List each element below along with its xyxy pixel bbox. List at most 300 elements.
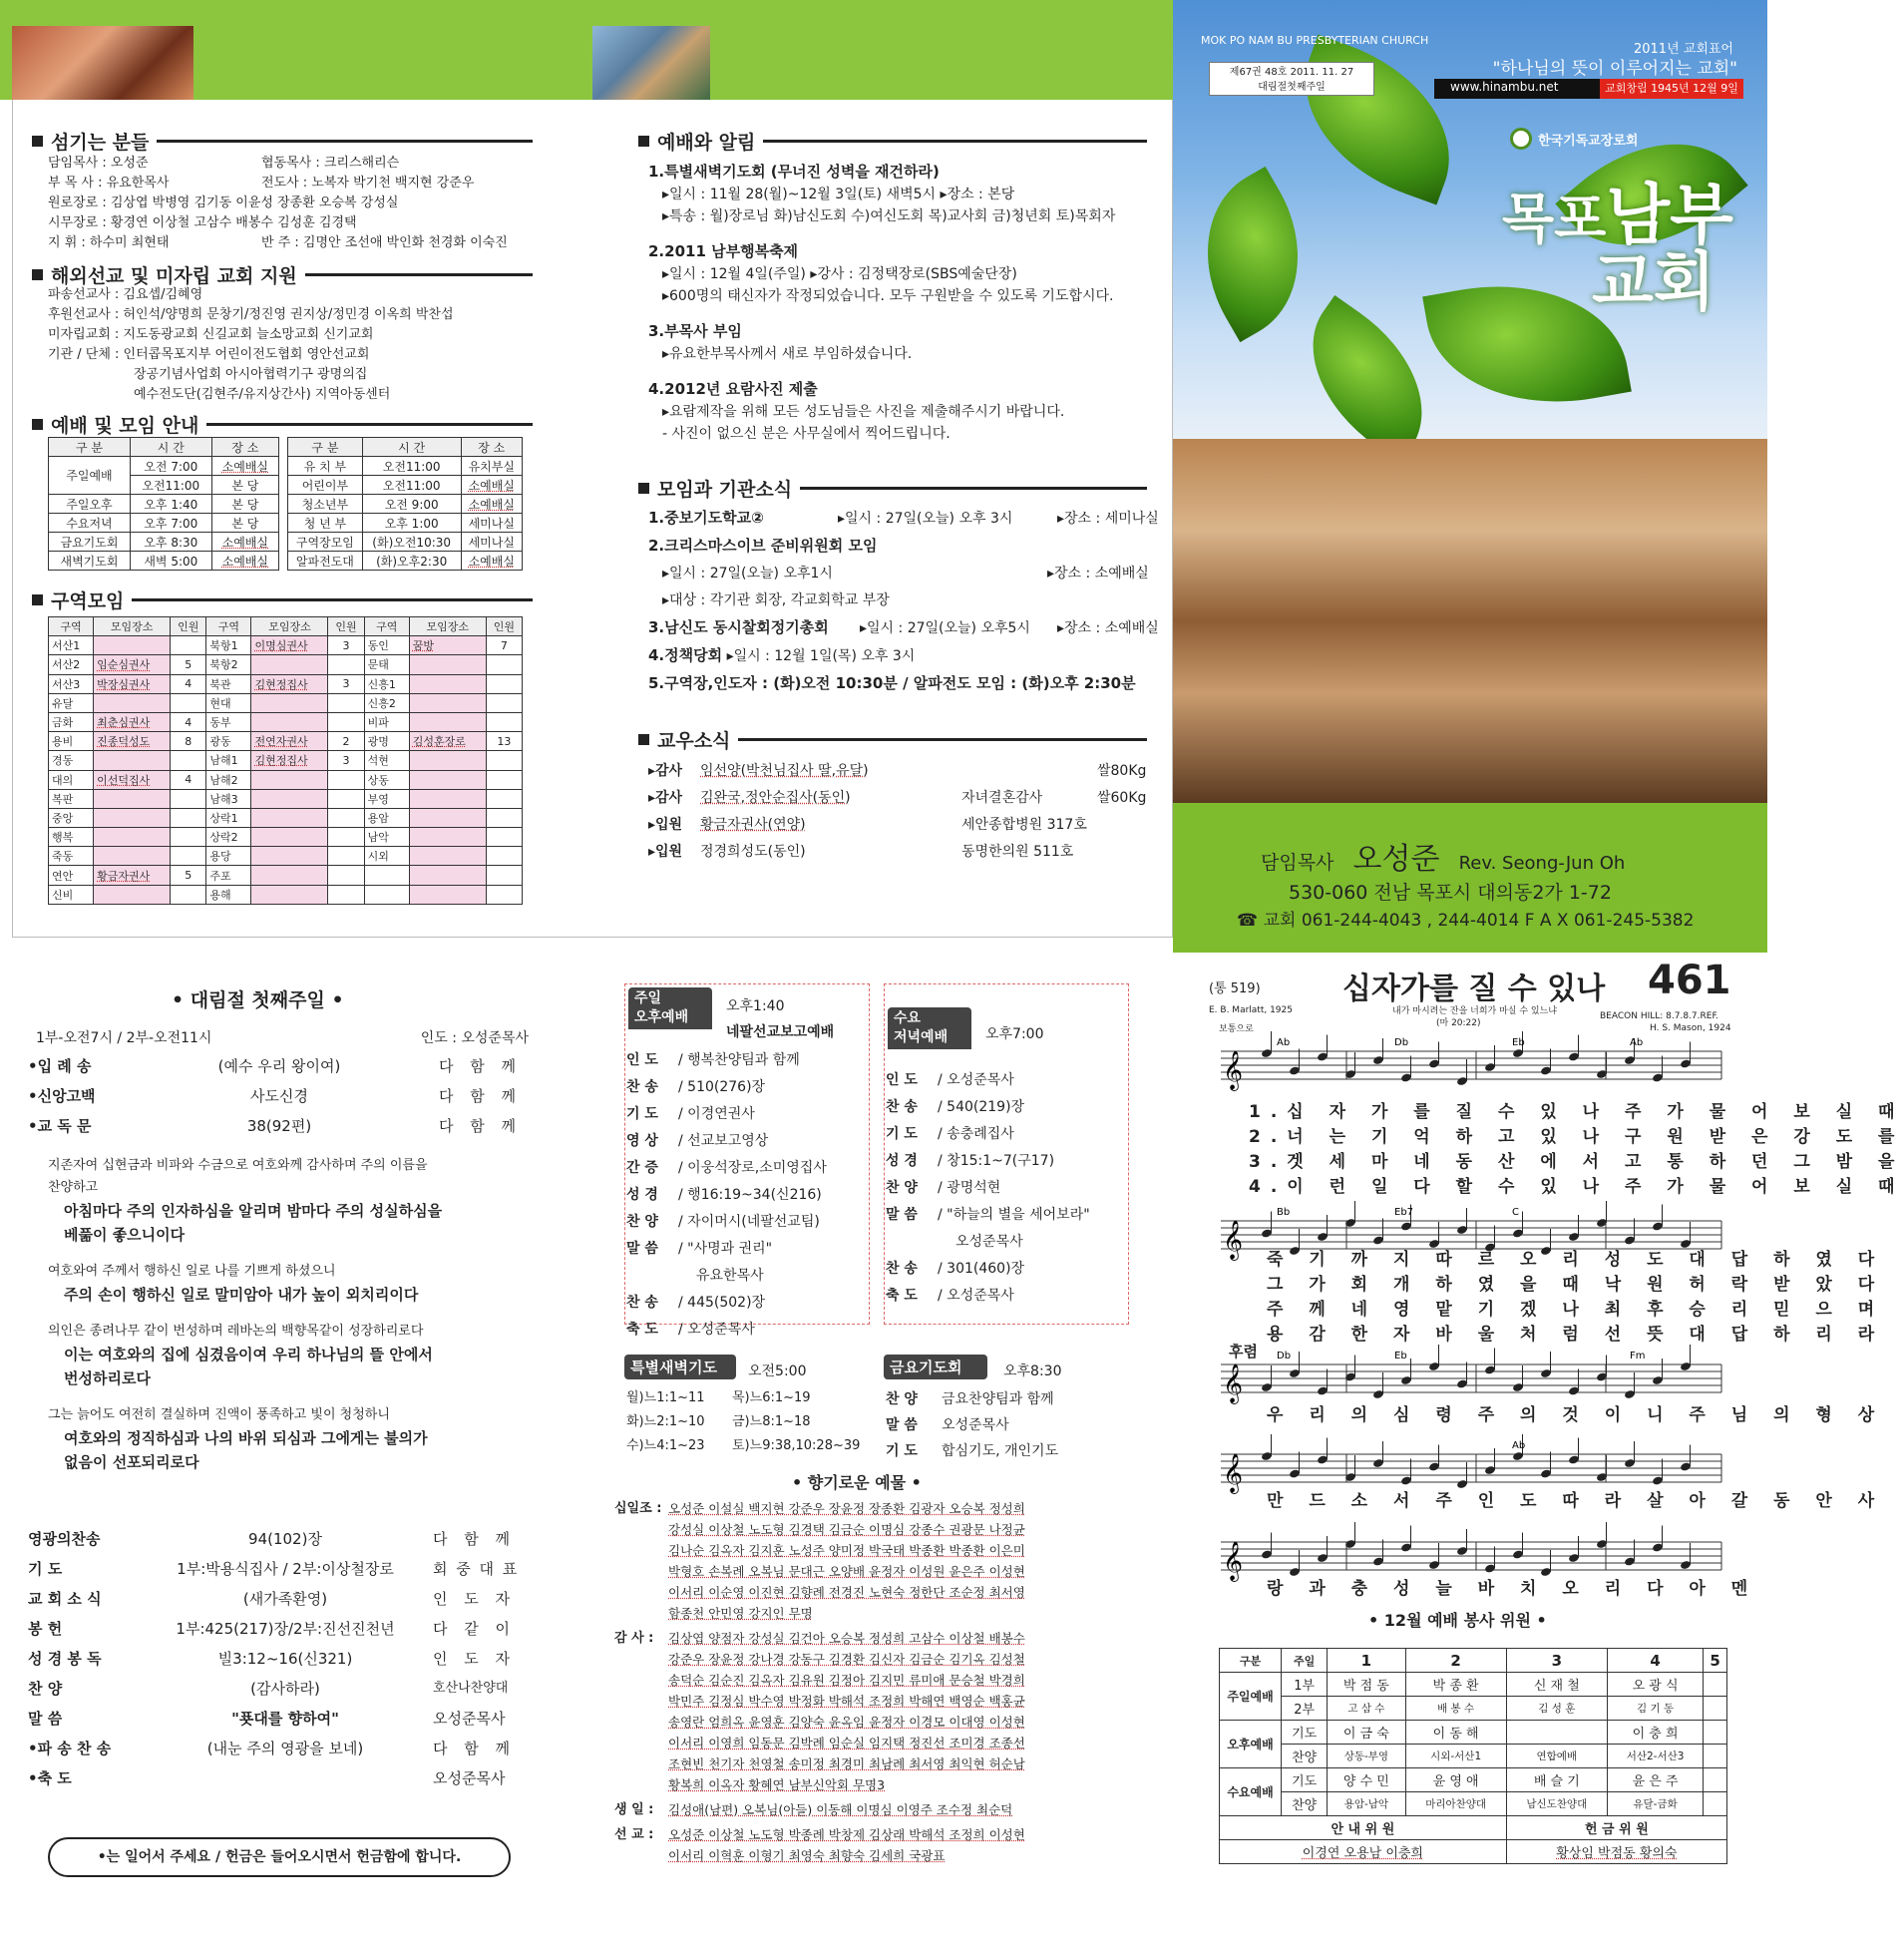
- order-label: 찬 송: [886, 1099, 918, 1115]
- district-cell: 김현정집사: [251, 674, 328, 693]
- district-cell: 남악: [364, 828, 409, 847]
- list-item: [626, 1182, 866, 1209]
- committee-names-row: [1220, 1840, 1727, 1864]
- district-cell: 행복: [49, 828, 94, 847]
- wed-pm-label: 수요 저녁예배: [888, 1007, 971, 1049]
- district-cell: 문태: [364, 655, 409, 674]
- district-cell: [409, 828, 486, 847]
- district-cell: [94, 693, 171, 712]
- service-cell: [1506, 1721, 1607, 1745]
- order-label: 찬 송: [886, 1261, 918, 1277]
- founded-badge: 교회창립 1945년 12월 9일: [1600, 79, 1743, 99]
- district-cell: 석현: [364, 751, 409, 770]
- district-cell: [409, 789, 486, 808]
- service-cell: 이 충 희: [1607, 1721, 1703, 1745]
- district-cell: [328, 866, 364, 885]
- service-cell: 상동-부영: [1328, 1745, 1405, 1768]
- district-cell: [94, 636, 171, 655]
- table-row: [49, 847, 523, 866]
- hymn-refrain-label: 후렴: [1229, 1343, 1258, 1360]
- districts-table: 구역 모임장소 인원 구역 모임장소 인원 구역 모임장소 인원 서산1 북항1 이명심권사 3 동인 꿈방 7 서산2 임순심권사 5 북항2 문태 서산3 박장심권사 4 북관 김현정집사 3 신흥1 유달 현대 신흥2 금화 최춘심권사 4 동부 비파 용비 진종덕성도 8 광동 전연자권사 2 광명 김성훈장로 13 경동 남해1 김현정집사 3 석현 대의 이선덕집사 4 남해2 상동 복판 남해3 부영 중앙 상락1 용암 행복 상락2 남악 죽동 용당 시외 연안 황금자권사 5 주포 신비 용해: [48, 616, 523, 905]
- table-header-cell: 4: [1607, 1649, 1703, 1673]
- missions-list: 파송선교사 : 김요셉/김혜영 후원선교사 : 허인석/양명희 문창기/정진영 권지상/정민경 이옥희 박찬섭 미자립교회 : 지도동광교회 신길교회 늘소망교회 신기교회 기관 / 단체 : 인터콥목포지부 어린이전도협회 영안선교회 장공기념사업회 아시아협력기구 광명의집 예수전도단(김현주/유지상간사) 지역아동센터: [48, 287, 454, 402]
- table-header-cell: 5: [1704, 1649, 1727, 1673]
- list-item: [886, 1229, 1125, 1256]
- offering-names: 조현빈 천기자 천영철 송미정 최경미 최남례 최서영 최익현 허순남: [668, 1756, 1025, 1771]
- treble-clef-icon: 𝄞: [1223, 1363, 1244, 1403]
- list-item: [626, 1074, 866, 1101]
- service-cell: 윤 은 주: [1607, 1768, 1703, 1792]
- separator: /: [938, 1261, 948, 1277]
- order-label: 찬 송: [626, 1295, 658, 1311]
- treble-clef-icon: 𝄞: [1223, 1050, 1244, 1090]
- chord-label: Ab: [1277, 1037, 1291, 1048]
- order-label: 영 상: [626, 1133, 658, 1149]
- district-cell: 용암: [364, 808, 409, 827]
- table-row: [49, 828, 523, 847]
- order-value: "사명과 권리": [687, 1241, 773, 1257]
- hymn-refrain-line3: 랑 과 충 성 늘 바 치 오 리 다 아 멘: [1267, 1579, 1758, 1599]
- service-cell: 배 슬 기: [1506, 1768, 1607, 1792]
- separator: /: [938, 1288, 948, 1304]
- offerings-title: • 향기로운 예물 •: [792, 1473, 922, 1492]
- order-label: 인 도: [626, 1052, 658, 1068]
- district-cell: 대의: [49, 770, 94, 789]
- chord-label: Eb7: [1394, 1207, 1414, 1218]
- district-cell: 이선덕집사: [94, 770, 171, 789]
- district-cell: [171, 636, 206, 655]
- service-cell: 마리아찬양대: [1405, 1792, 1506, 1816]
- order-value: "하늘의 별을 세어보라": [947, 1207, 1090, 1223]
- list-item: [886, 1148, 1125, 1175]
- district-cell: 비파: [364, 712, 409, 731]
- offering-group: [614, 1799, 1133, 1820]
- hymn-subtitle: 내가 마시려는 잔을 너희가 마실 수 있느냐: [1392, 1006, 1557, 1016]
- district-cell: [251, 693, 328, 712]
- order-label: 찬 양: [626, 1214, 658, 1230]
- offering-names: 이서리 이영희 임동문 김박례 임순실 임지택 정진선 조미경 조종선: [668, 1736, 1025, 1750]
- service-cell: 오 광 식: [1607, 1673, 1703, 1697]
- offering-names: 함종천 안민영 강지인 무명: [668, 1606, 813, 1621]
- table-row: [49, 636, 523, 655]
- order-pre-list: •입 례 송 (예수 우리 왕이여) 다 함 께 •신앙고백 사도신경 다 함 께 •교 독 문 38(92편) 다 함 께: [28, 1057, 523, 1135]
- district-cell: [94, 789, 171, 808]
- district-cell: [251, 712, 328, 731]
- district-cell: 남해3: [206, 789, 251, 808]
- wed-pm-order: [886, 1067, 1125, 1310]
- committee-header-row: [1220, 1816, 1727, 1840]
- table-row: [1220, 1697, 1727, 1721]
- district-cell: 김현정집사: [251, 751, 328, 770]
- offering-names: 강성실 이상철 노도형 김경택 김금순 이명심 강종수 권광문 나정균: [668, 1522, 1025, 1537]
- district-cell: 상락2: [206, 828, 251, 847]
- service-cell: 김 성 훈: [1506, 1697, 1607, 1721]
- order-label: 기 도: [626, 1106, 658, 1122]
- service-cell: 박 점 동: [1328, 1673, 1405, 1697]
- offering-committee-names: 황상임 박점동 황의숙: [1506, 1840, 1726, 1864]
- district-cell: 광동: [206, 732, 251, 751]
- offering-names: 송덕순 김순진 김옥자 김유원 김정아 김지민 류미애 문승철 박경희: [668, 1673, 1025, 1688]
- separator: /: [938, 1126, 948, 1142]
- friday-prayer-time: 오후8:30: [1003, 1363, 1062, 1379]
- separator: /: [678, 1241, 688, 1257]
- district-cell: [251, 885, 328, 904]
- chord-label: Bb: [1277, 1207, 1291, 1218]
- district-cell: 유달: [49, 693, 94, 712]
- district-cell: [486, 770, 522, 789]
- district-cell: 북항2: [206, 655, 251, 674]
- service-cell: 시외-서산1: [1405, 1745, 1506, 1768]
- district-cell: 상락1: [206, 808, 251, 827]
- service-cell: 윤 영 애: [1405, 1768, 1506, 1792]
- order-value: 송충례집사: [947, 1126, 1014, 1142]
- district-cell: [486, 847, 522, 866]
- district-cell: [328, 885, 364, 904]
- service-cell: 이 동 해: [1405, 1721, 1506, 1745]
- list-item: [626, 1155, 866, 1182]
- list-item: [886, 1121, 1125, 1148]
- district-cell: 북항1: [206, 636, 251, 655]
- district-cell: [171, 847, 206, 866]
- district-cell: 임순심권사: [94, 655, 171, 674]
- sunday-pm-label: 주일 오후예배: [628, 987, 712, 1029]
- district-cell: 죽동: [49, 847, 94, 866]
- hymn-composer: H. S. Mason, 1924: [1650, 1023, 1731, 1033]
- congregation-photo: [1173, 439, 1767, 803]
- district-cell: 3: [328, 751, 364, 770]
- service-cell: 찬양: [1282, 1745, 1328, 1768]
- order-label: 말 씀: [886, 1207, 918, 1223]
- order-value: 창15:1~7(구17): [947, 1153, 1055, 1169]
- order-value: 자이머시(네팔선교팀): [687, 1214, 820, 1230]
- district-cell: 서산3: [49, 674, 94, 693]
- district-cell: [251, 866, 328, 885]
- district-cell: [171, 751, 206, 770]
- offering-names: 이서리 이순영 이진현 김향례 전경진 노현숙 정한단 조순정 최서영: [668, 1585, 1025, 1600]
- meetings-title: 모임과 기관소식: [638, 475, 1147, 502]
- offering-names: 송영란 엄희옥 윤영훈 김양숙 윤옥임 윤정자 이경모 이대영 이성현: [668, 1715, 1025, 1730]
- servants-title: 섬기는 분들: [32, 128, 533, 155]
- order-value: 행16:19~34(신216): [687, 1187, 822, 1203]
- list-item: [626, 1128, 866, 1155]
- church-english-name: MOK PO NAM BU PRESBYTERIAN CHURCH: [1201, 34, 1429, 47]
- treble-clef-icon: 𝄞: [1223, 1453, 1244, 1493]
- servants-list: 담임목사 : 오성준 협동목사 : 크리스해리슨 부 목 사 : 유요한목사 전도사 : 노복자 박기천 백지현 강준우 원로장로 : 김상엽 박병영 김기동 이윤성 장종환 오승복 강성실 시무장로 : 황경연 이상철 고삼수 배봉수 김성훈 김경택 지 휘 : 하수미 최현태 반 주 : 김명안 조선애 박인화 천경화 이숙진: [48, 156, 508, 250]
- chord-label: Db: [1394, 1037, 1409, 1048]
- list-item: [626, 1101, 866, 1128]
- district-cell: [328, 693, 364, 712]
- offering-type: 선 교 :: [614, 1827, 654, 1842]
- district-cell: 경동: [49, 751, 94, 770]
- order-value: 510(276)장: [687, 1079, 766, 1095]
- offering-type: 십일조 :: [614, 1501, 662, 1516]
- order-footer-note: •는 일어서 주세요 / 헌금은 들어오시면서 헌금함에 합니다.: [48, 1837, 511, 1877]
- service-cell: 이 금 숙: [1328, 1721, 1405, 1745]
- service-cell: [1704, 1673, 1727, 1697]
- district-cell: [409, 770, 486, 789]
- district-cell: 4: [171, 712, 206, 731]
- district-cell: 시외: [364, 847, 409, 866]
- district-cell: [409, 847, 486, 866]
- order-value: 이경연권사: [687, 1106, 755, 1122]
- list-item: [886, 1256, 1125, 1283]
- worship-table-right: 구 분 시 간 장 소 유 치 부 오전11:00 유치부실 어린이부 오전11:00 소예배실 청소년부 오전 9:00 소예배실 청 년 부 오후 1:00 세미나실 구역장모임 (화)오전10:30 세미나실 알파전도대 (화)오후2:30 소예배실: [287, 437, 523, 571]
- separator: /: [938, 1072, 948, 1088]
- separator: /: [678, 1052, 688, 1068]
- district-cell: [486, 885, 522, 904]
- service-cell: 서산2-서산3: [1607, 1745, 1703, 1768]
- offering-type: 감 사 :: [614, 1631, 654, 1646]
- order-value: 유요한목사: [696, 1268, 764, 1284]
- service-cell: 용암-남악: [1328, 1792, 1405, 1816]
- notices-list: 1.특별새벽기도회 (무너진 성벽을 재건하라) ▸일시 : 11월 28(월)~12월 3일(토) 새벽5시 ▸장소 : 본당 ▸특송 : 월)장로님 화)남신도회 수)여신도회 목)교사회 금)청년회 토)목회자 2.2011 남부행복축제 ▸일시 : 12월 4일(주일) ▸강사 : 김정택장로(SBS예술단장) ▸600명의 태신자가 작정되었습니다. 모두 구원받을 수 있도록 기도합시다. 3.부목사 부임 ▸유요한부목사께서 새로 부임하셨습니다. 4.2012년 요람사진 제출 ▸요람제작을 위해 모든 성도님들은 사진을 제출해주시기 바랍니다. - 사진이 없으신 분은 사무실에서 찍어드립니다.: [648, 163, 1116, 442]
- district-cell: [328, 808, 364, 827]
- district-cell: [409, 885, 486, 904]
- hymn-title: 십자가를 질 수 있나: [1342, 972, 1606, 1006]
- service-cell: 기도: [1282, 1768, 1328, 1792]
- district-cell: [409, 866, 486, 885]
- list-item: [626, 1047, 866, 1074]
- service-cell: [1704, 1768, 1727, 1792]
- district-cell: 신흥2: [364, 693, 409, 712]
- service-cell: 수요예배: [1220, 1768, 1282, 1816]
- table-row: [1220, 1745, 1727, 1768]
- list-item: [886, 1094, 1125, 1121]
- choir-photo: [12, 26, 193, 100]
- offerings-list: [614, 1498, 1133, 1870]
- chord-label: C: [1512, 1207, 1519, 1218]
- service-cell: 연합예배: [1506, 1745, 1607, 1768]
- district-cell: [328, 828, 364, 847]
- service-cell: [1704, 1697, 1727, 1721]
- district-cell: 3: [328, 674, 364, 693]
- table-header-cell: 주일: [1282, 1649, 1328, 1673]
- table-row: [1220, 1768, 1727, 1792]
- offering-names: 강준우 장윤정 강나경 강동구 김경환 김신자 김금순 김기옥 김성철: [668, 1652, 1025, 1667]
- service-cell: 김 기 동: [1607, 1697, 1703, 1721]
- friday-prayer-order: 찬 양 금요찬양팀과 함께 말 씀 오성준목사 기 도 합심기도, 개인기도: [886, 1391, 1059, 1459]
- order-value: 오성준목사: [955, 1234, 1023, 1250]
- order-label: 말 씀: [626, 1241, 658, 1257]
- table-row: [49, 866, 523, 885]
- district-cell: 3: [328, 636, 364, 655]
- order-value: 광명석현: [947, 1180, 1001, 1196]
- district-cell: 동인: [364, 636, 409, 655]
- order-label: 축 도: [626, 1322, 658, 1338]
- list-item: [626, 1317, 866, 1344]
- district-cell: [251, 655, 328, 674]
- order-value: 445(502)장: [687, 1295, 766, 1311]
- list-item: [626, 1263, 866, 1290]
- district-cell: 중앙: [49, 808, 94, 827]
- church-motto: "하나님의 뜻이 이루어지는 교회": [1492, 59, 1737, 79]
- order-post-list: 영광의찬송 94(102)장 다 함 께 기 도 1부:박용식집사 / 2부:이상철장로 회 중 대 표 교 회 소 식 (새가족환영) 인 도 자 봉 헌 1부:425(217)장/2부:진선진천년 다 같 이 성 경 봉 독 빌3:12~16(신321) 인 도 자 찬 양 (감사하라) 호산나찬양대 말 씀 "푯대를 향하여" 오성준목사 •파 송 찬 송 (내눈 주의 영광을 보네) 다 함 께 •축 도 오성준목사: [28, 1530, 520, 1787]
- sunday-pm-order: [626, 1047, 866, 1344]
- sunday-pm-time: 오후1:40: [726, 998, 785, 1014]
- district-cell: 북관: [206, 674, 251, 693]
- separator: /: [678, 1295, 688, 1311]
- chord-label: Eb: [1394, 1351, 1407, 1361]
- district-cell: [171, 693, 206, 712]
- table-row: [49, 789, 523, 808]
- district-cell: 최춘심권사: [94, 712, 171, 731]
- friday-prayer-label: 금요기도회: [884, 1355, 987, 1379]
- district-cell: 연안: [49, 866, 94, 885]
- service-cell: 주일예배: [1220, 1673, 1282, 1721]
- denomination-logo-icon: [1510, 128, 1532, 150]
- children-photo: [592, 26, 710, 100]
- district-cell: 남해1: [206, 751, 251, 770]
- list-item: [626, 1236, 866, 1263]
- order-label: 성 경: [626, 1187, 658, 1203]
- order-times: 1부-오전7시 / 2부-오전11시 인도 : 오성준목사: [36, 1030, 529, 1046]
- cover-page: [1173, 0, 1767, 953]
- district-cell: 꿈방: [409, 636, 486, 655]
- table-row: [49, 732, 523, 751]
- order-value: 행복찬양팀과 함께: [687, 1052, 800, 1068]
- district-cell: [409, 674, 486, 693]
- separator: /: [678, 1322, 688, 1338]
- offering-type: 생 일 :: [614, 1802, 654, 1817]
- district-cell: [364, 885, 409, 904]
- order-value: 오성준목사: [687, 1322, 755, 1338]
- district-cell: 박장심권사: [94, 674, 171, 693]
- separator: /: [938, 1207, 948, 1223]
- table-row: [49, 885, 523, 904]
- list-item: [886, 1202, 1125, 1229]
- district-cell: 김성훈장로: [409, 732, 486, 751]
- order-value: 선교보고영상: [687, 1133, 769, 1149]
- offering-group: [614, 1628, 1133, 1795]
- offering-committee-label: 헌 금 위 원: [1506, 1816, 1726, 1840]
- motto-year: 2011년 교회표어: [1633, 42, 1733, 57]
- district-cell: 현대: [206, 693, 251, 712]
- issue-box: 제67권 48호 2011. 11. 27 대림절첫째주일: [1209, 62, 1374, 96]
- table-header-cell: 구분: [1220, 1649, 1282, 1673]
- district-cell: 상동: [364, 770, 409, 789]
- table-row: [49, 808, 523, 827]
- district-cell: [409, 655, 486, 674]
- worship-table-left: 구 분 시 간 장 소 주일예배 오전 7:00 소예배실 오전11:00 본 당 주일오후 오후 1:40 본 당 수요저녁 오후 7:00 본 당 금요기도회 오후 8:30 소예배실 새벽기도회 새벽 5:00 소예배실: [48, 437, 279, 571]
- offering-names: 김상엽 양점자 강성실 김건아 오승복 정성희 고삼수 이상철 배봉수: [668, 1631, 1025, 1646]
- table-row: [1220, 1673, 1727, 1697]
- table-row: [49, 655, 523, 674]
- dawn-prayer-time: 오전5:00: [748, 1363, 807, 1379]
- district-cell: [94, 751, 171, 770]
- missions-title: 해외선교 및 미자립 교회 지원: [32, 261, 533, 288]
- service-cell: 2부: [1282, 1697, 1328, 1721]
- district-cell: [171, 789, 206, 808]
- district-cell: [328, 789, 364, 808]
- district-cell: 용비: [49, 732, 94, 751]
- treble-clef-icon: 𝄞: [1223, 1541, 1244, 1581]
- offering-names: 오성준 이상철 노도형 박종례 박창제 김상래 박해석 조정희 이성현: [668, 1827, 1025, 1842]
- separator: /: [938, 1099, 948, 1115]
- table-row: [49, 693, 523, 712]
- district-cell: 용당: [206, 847, 251, 866]
- service-cell: 1부: [1282, 1673, 1328, 1697]
- district-cell: [486, 655, 522, 674]
- district-cell: [94, 847, 171, 866]
- district-cell: 13: [486, 732, 522, 751]
- order-value: 540(219)장: [947, 1099, 1025, 1115]
- service-cell: 남신도찬양대: [1506, 1792, 1607, 1816]
- district-cell: [94, 885, 171, 904]
- pastor-info: 담임목사 오성준 Rev. Seong-Jun Oh: [1261, 842, 1626, 877]
- usher-label: 안 내 위 원: [1220, 1816, 1507, 1840]
- separator: /: [678, 1133, 688, 1149]
- separator: /: [678, 1106, 688, 1122]
- service-cell: 고 삼 수: [1328, 1697, 1405, 1721]
- wed-pm-time: 오후7:00: [985, 1026, 1044, 1042]
- church-address: 530-060 전남 목포시 대의동2가 1-72: [1289, 882, 1612, 904]
- church-name-line2: 교회: [1592, 246, 1715, 320]
- december-title: • 12월 예배 봉사 위원 •: [1368, 1611, 1547, 1630]
- hymn-old-number: (통 519): [1209, 981, 1261, 996]
- district-cell: [486, 751, 522, 770]
- district-cell: [328, 847, 364, 866]
- district-cell: [94, 808, 171, 827]
- table-row: [49, 712, 523, 731]
- service-cell: 유달-금화: [1607, 1792, 1703, 1816]
- table-header-cell: 3: [1506, 1649, 1607, 1673]
- list-item: [626, 1290, 866, 1317]
- order-value: 오성준목사: [947, 1072, 1014, 1088]
- district-cell: [486, 674, 522, 693]
- district-cell: [171, 885, 206, 904]
- hymn-tempo: 보통으로: [1219, 1024, 1254, 1034]
- district-cell: 광명: [364, 732, 409, 751]
- members-news-title: 교우소식: [638, 726, 1147, 753]
- service-cell: 배 봉 수: [1405, 1697, 1506, 1721]
- sunday-pm-sub: 네팔선교보고예배: [726, 1024, 835, 1040]
- district-cell: 복판: [49, 789, 94, 808]
- responsive-reading: 지존자여 십현금과 비파와 수금으로 여호와께 감사하며 주의 이름을 찬양하고 아침마다 주의 인자하심을 알리며 밤마다 주의 성실하심을 베풂이 좋으니이다 여호와여 주께서 행하신 일로 나를 기쁘게 하셨으니 주의 손이 행하신 일로 말미암아 내가 높이 외치리이다 의인은 종려나무 같이 번성하며 레바논의 백향목같이 성장하리로다 이는 여호와의 집에 심겼음이여 우리 하나님의 뜰 안에서 번성하리로다 그는 늙어도 여전히 결실하며 진액이 풍족하고 빛이 청청하니 여호와의 정직하심과 나의 바위 되심과 그에게는 불의가 없음이 선포되리로다: [48, 1158, 443, 1471]
- order-label: 간 증: [626, 1160, 658, 1176]
- table-header-row: [1220, 1649, 1727, 1673]
- district-cell: 전연자권사: [251, 732, 328, 751]
- service-cell: 박 종 환: [1405, 1673, 1506, 1697]
- list-item: [626, 1209, 866, 1236]
- district-cell: 용해: [206, 885, 251, 904]
- chord-label: Eb: [1512, 1037, 1525, 1048]
- separator: /: [678, 1160, 688, 1176]
- offering-names: 박형호 손복례 오복님 문대근 오양배 윤정자 이성원 윤은주 이성현: [668, 1564, 1025, 1579]
- denomination-name: 한국기독교장로회: [1538, 134, 1639, 149]
- hymn-verse2-lyrics: 죽 기 까 지 따 르 오 리 성 도 대 답 하 였 다 그 가 회 개 하 였 을 때 낙 원 허 락 받 았 다 주 께 네 영 맡 기 겠 나 최 후 승 리 믿 으 며 용 감 한 자 바 울 처 럼 선 뜻 대 답 하 리 라: [1267, 1250, 1885, 1345]
- district-cell: [486, 693, 522, 712]
- district-cell: [486, 866, 522, 885]
- church-name-line1: 목포남부: [1502, 177, 1733, 253]
- order-value: 오성준목사: [947, 1288, 1014, 1304]
- meetings-list: 1.중보기도학교② ▸일시 : 27일(오늘) 오후 3시 ▸장소 : 세미나실 2.크리스마스이브 준비위원회 모임 ▸일시 : 27일(오늘) 오후1시 ▸장소 : 소예배실 ▸대상 : 각기관 회장, 각교회학교 부장 3.남신도 동시찰회정기총회 ▸일시 : 27일(오늘) 오후5시 ▸장소 : 소예배실 4.정책당회 ▸일시 : 12월 1일(목) 오후 3시 5.구역장,인도자 : (화)오전 10:30분 / 알파전도 모임 : (화)오후 2:30분: [648, 509, 1159, 692]
- service-cell: [1704, 1745, 1727, 1768]
- district-cell: [251, 828, 328, 847]
- separator: /: [938, 1153, 948, 1169]
- table-row: [1220, 1792, 1727, 1816]
- dawn-prayer-label: 특별새벽기도: [624, 1355, 736, 1379]
- table-row: [1220, 1721, 1727, 1745]
- separator: /: [678, 1079, 688, 1095]
- list-item: [886, 1067, 1125, 1094]
- website-link[interactable]: www.hinambu.net: [1450, 80, 1559, 94]
- offering-group: [614, 1498, 1133, 1624]
- members-news-list: ▸감사 임선양(박천님집사 딸,유달) 쌀80Kg ▸감사 김완국,정안순집사(동인) 자녀결혼감사 쌀60Kg ▸입원 황금자권사(연양) 세안종합병원 317호 ▸입원 정경희성도(동인) 동명한의원 511호: [648, 763, 1147, 860]
- order-value: 301(460)장: [947, 1261, 1025, 1277]
- district-cell: 5: [171, 866, 206, 885]
- district-cell: 금화: [49, 712, 94, 731]
- order-label: 찬 송: [626, 1079, 658, 1095]
